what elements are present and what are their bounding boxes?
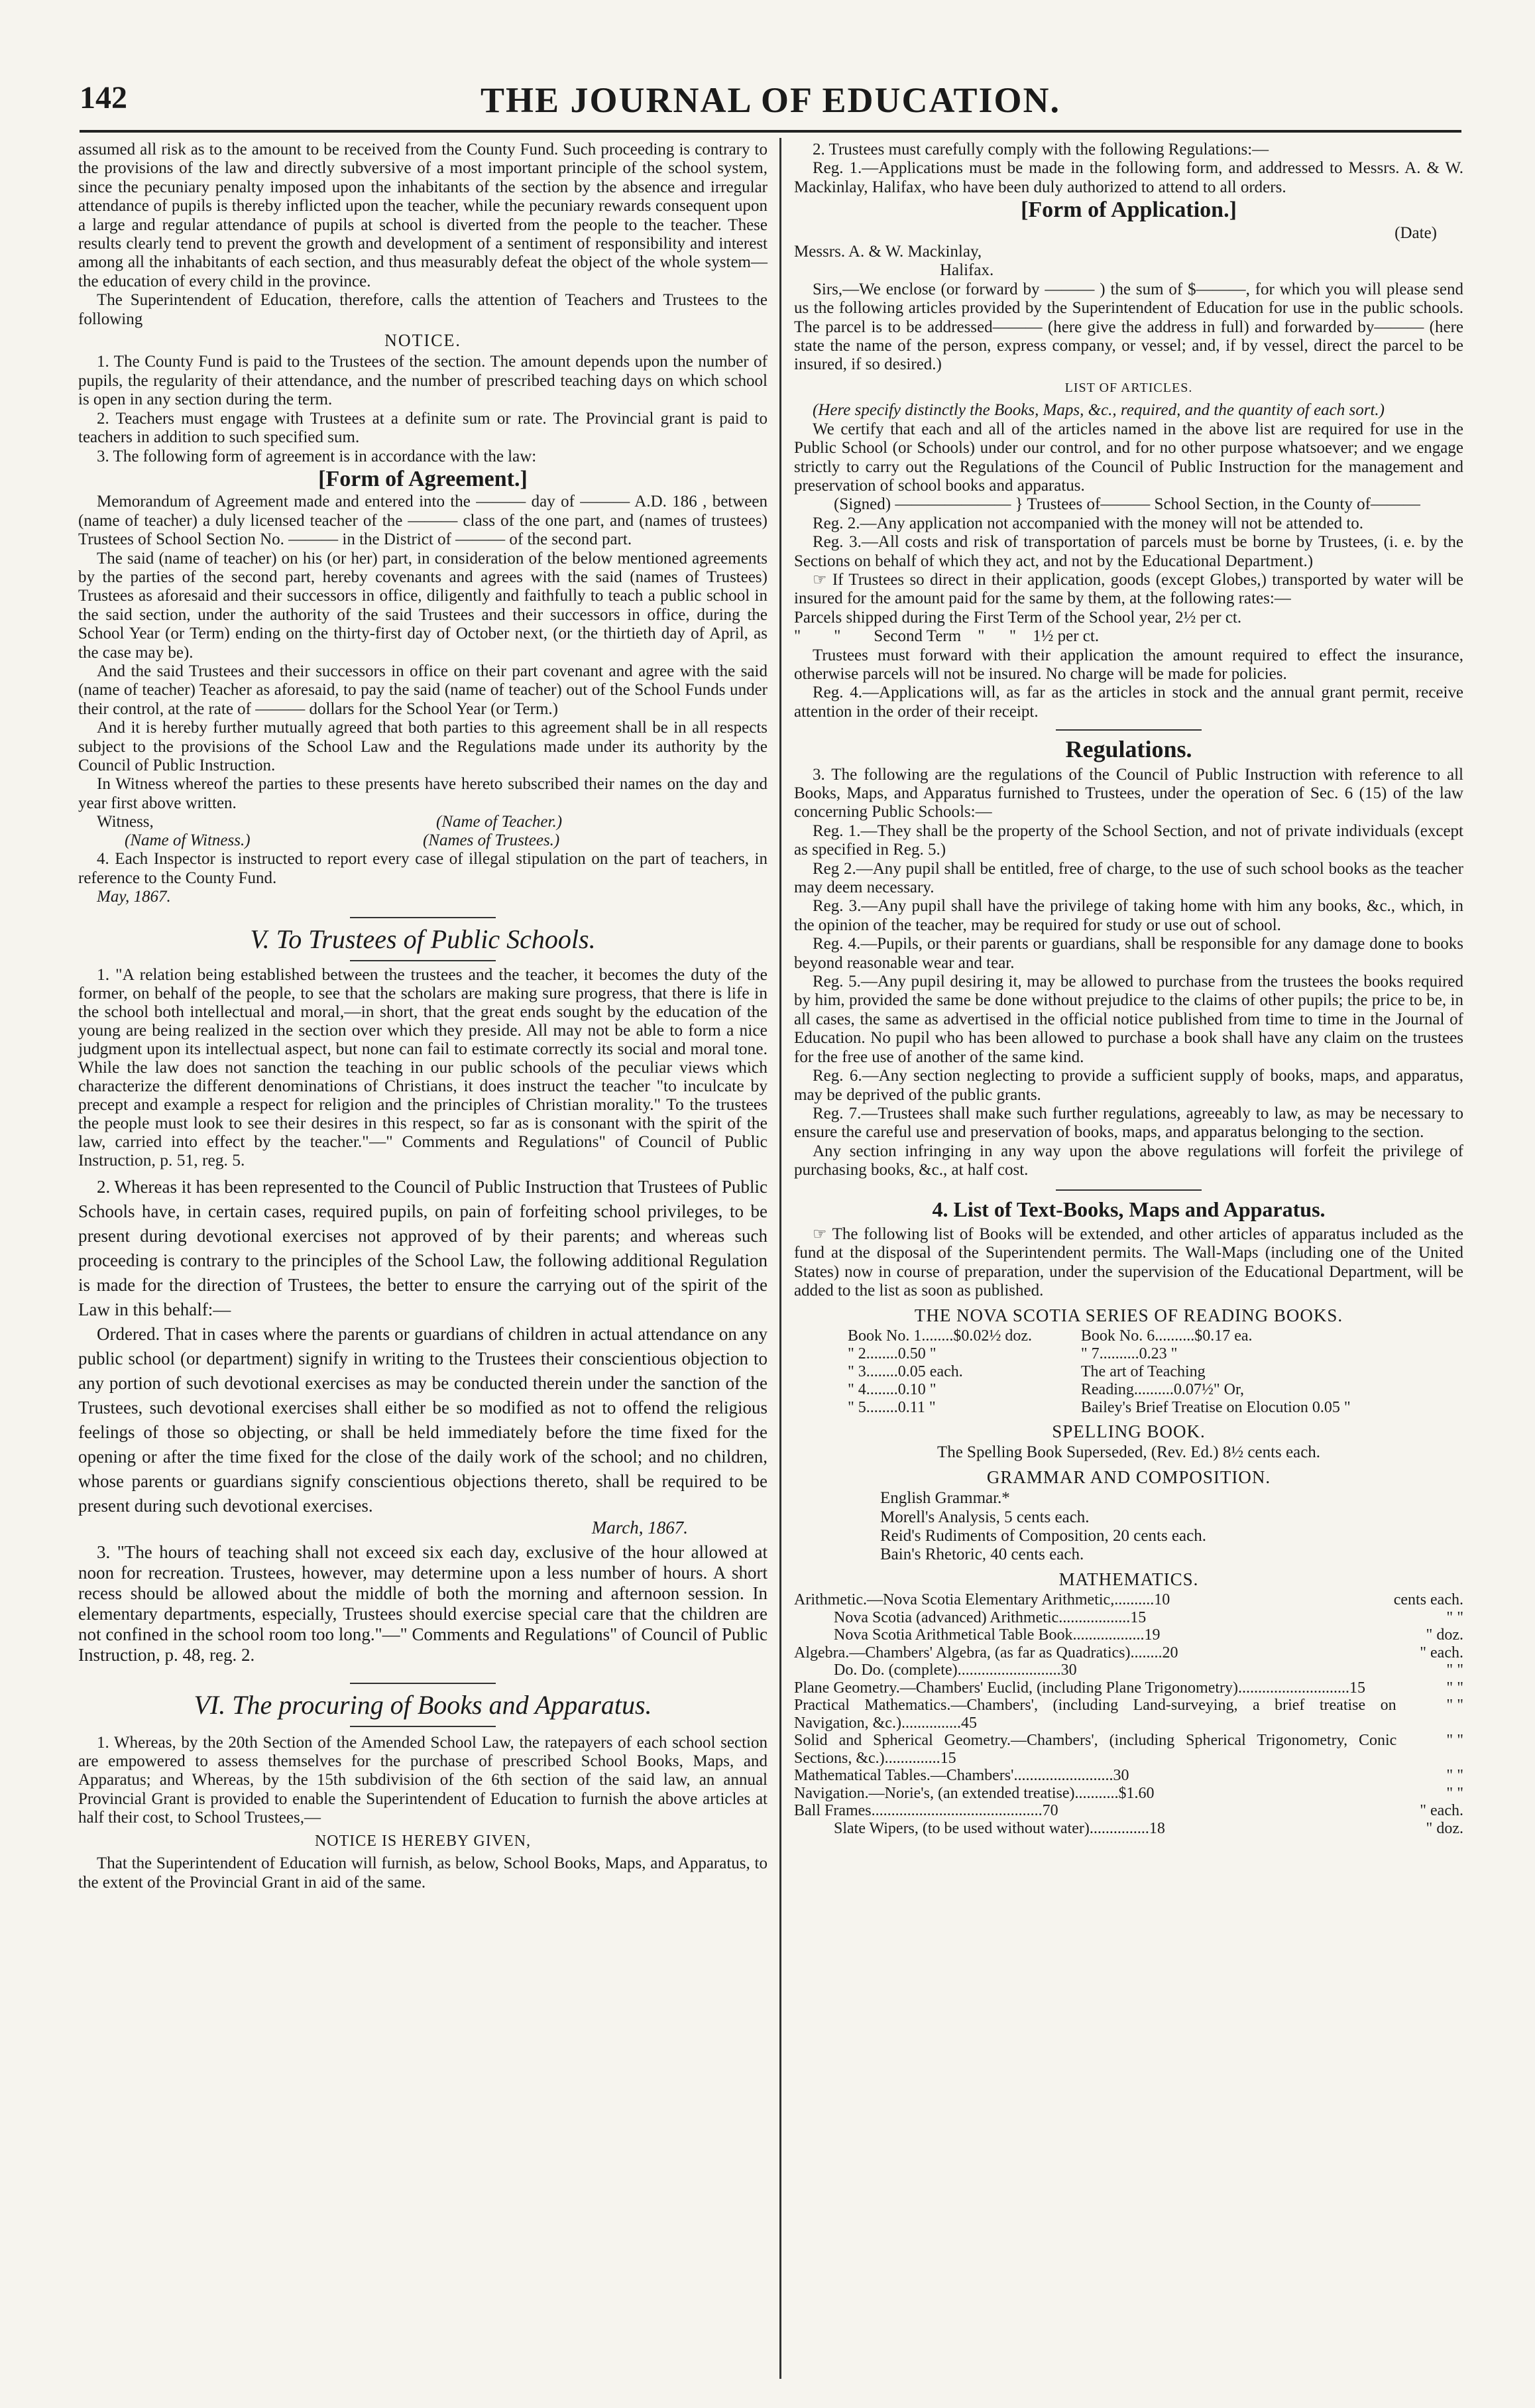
halifax-line: Halifax. (940, 261, 994, 280)
section-vi-item-1: 1. Whereas, by the 20th Section of the Amended School Law, the ratepayers of each school section are empowered to assess themselves for the purchase of prescribed School Books, Maps, and Apparatus; and Whereas, by the 15th subdivision of the 6th section of the said law, an annual Provincial Grant is provided to enable the Superintendent of Education to furnish the above articles at half their cost, to School Trustees,— (78, 1733, 767, 1827)
table-row (844, 1327, 1414, 1345)
math-unit: " " (1446, 1679, 1463, 1697)
list-heading: 4. List of Text-Books, Maps and Apparatus. (932, 1197, 1326, 1221)
page-header (80, 80, 1461, 126)
notice-item-1: 1. The County Fund is paid to the Trustees of the section. The amount depends upon the number of pupils, the regularity of their attendance, and the number of prescribed teaching days on which school is open in any section during the term. (78, 353, 767, 409)
reg-1: Reg. 1.—Applications must be made in the following form, and addressed to Messrs. A. & W. Mackinlay, Halifax, who have been duly authorized to attend to all orders. (794, 159, 1463, 196)
section-v-item-2: 2. Whereas it has been represented to the Council of Public Instruction that Trustees of Public Schools have, in certain cases, required pupils, on pain of forfeiting school privileges, to be present during devotional exercises not approved of by their parents; and whereas such proceeding is contrary to the principles of the School Law, the following additional Regulation is made for the direction of Trustees, the better to ensure the carrying out of the spirit of the Law in this behalf:— (78, 1176, 767, 1319)
math-unit: " " (1446, 1732, 1463, 1750)
table-cell: " 2........0.50 " (848, 1345, 937, 1362)
math-item: Mathematical Tables.—Chambers'.........................30 (794, 1767, 1129, 1785)
form-application-heading: [Form of Application.] (1021, 198, 1237, 223)
column-divider (779, 138, 781, 2379)
list-item (794, 1661, 1463, 1679)
table-cell: Book No. 6..........$0.17 ea. (1080, 1327, 1253, 1345)
grammar-line: Reid's Rudiments of Composition, 20 cents each. (880, 1527, 1206, 1545)
list-intro-text: The following list of Books will be extended, and other articles of apparatus included as the fund at the disposal of the Superintendent permits. The Wall-Maps (including one of the United States) now in course of preparation, under the supervision of the Educational Department, will be added to the list as soon as published. (794, 1225, 1463, 1300)
regulation-4: Reg. 4.—Pupils, or their parents or guardians, shall be responsible for any damage done to books beyond reasonable wear and tear. (794, 935, 1463, 972)
list-intro (794, 1225, 1463, 1301)
list-item (794, 1626, 1463, 1644)
table-row (844, 1363, 1414, 1381)
math-unit: " " (1446, 1697, 1463, 1715)
math-item: Slate Wipers, (to be used without water)...............18 (834, 1819, 1165, 1837)
left-column (78, 141, 767, 1892)
section-rule (350, 917, 496, 918)
math-item: Plane Geometry.—Chambers' Euclid, (including Plane Trigonometry)............................15 (794, 1679, 1365, 1697)
reg-3: Reg. 3.—All costs and risk of transportation of parcels must be borne by Trustees, (i. e. by the Sections on behalf of which they act, and not by the Educational Department.) (794, 533, 1463, 570)
math-unit: " each. (1420, 1644, 1463, 1661)
regulation-2: Reg 2.—Any pupil shall be entitled, free of charge, to the use of such school books as the teacher may deem necessary. (794, 859, 1463, 897)
shipping-rate-1: Parcels shipped during the First Term of the School year, 2½ per ct. (794, 608, 1242, 627)
mathematics-list (794, 1591, 1463, 1837)
math-item: Nova Scotia Arithmetical Table Book..................19 (834, 1626, 1161, 1644)
section-rule (1056, 1189, 1202, 1191)
name-of-teacher: (Name of Teacher.) (436, 813, 563, 831)
grammar-heading: GRAMMAR AND COMPOSITION. (986, 1467, 1271, 1487)
agreement-paragraph: Memorandum of Agreement made and entered into the ——— day of ——— A.D. 186 , between (name of teacher) a duly licensed teacher of the ——— class of the one part, and (names of trustees) Trustees of School Section No. ——— in the District of ——— of the second part. (78, 493, 767, 549)
table-cell: Reading..........0.07½" Or, (1080, 1380, 1245, 1398)
list-item (794, 1820, 1463, 1838)
date-label: (Date) (1394, 223, 1437, 242)
list-item (794, 1609, 1463, 1627)
table-cell: The art of Teaching (1080, 1362, 1206, 1380)
messrs-line: Messrs. A. & W. Mackinlay, (794, 243, 982, 261)
regulation-5: Reg. 5.—Any pupil desiring it, may be allowed to purchase from the trustees the books required by him, provided the same be done without prejudice to the claims of other pupils; the price to be, in all cases, the same as advertised in the official notice published from time to time in the Journal of Education. No pupil who has been allowed to purchase a book shall have any claim on the trustees for the free use of another of the same kind. (794, 973, 1463, 1066)
list-item (794, 1697, 1463, 1732)
section-rule (350, 1683, 496, 1684)
table-cell: Book No. 1........$0.02½ doz. (848, 1327, 1032, 1345)
table-cell: " 4........0.10 " (848, 1380, 937, 1398)
table-cell: " 3........0.05 each. (848, 1362, 963, 1380)
witness-names-line (78, 831, 767, 850)
witness-label: Witness, (97, 813, 154, 831)
list-item (794, 1732, 1463, 1767)
list-item (794, 1785, 1463, 1803)
agreement-paragraph: And it is hereby further mutually agreed that both parties to this agreement shall be in all respects subject to the provisions of the School Law and the Regulations made under its authority by the Council of Public Instruction. (78, 719, 767, 774)
form-agreement-heading: [Form of Agreement.] (318, 466, 528, 491)
journal-title: THE JOURNAL OF EDUCATION. (480, 80, 1061, 120)
pointing-hand-icon: ☞ (813, 571, 827, 589)
math-item: Nova Scotia (advanced) Arithmetic..................15 (834, 1608, 1147, 1626)
regulations-heading: Regulations. (1065, 736, 1192, 763)
trustees-forward: Trustees must forward with their application the amount required to effect the insurance, otherwise parcels will not be insured. No charge will be made for policies. (794, 646, 1463, 683)
notice-item-2: 2. Teachers must engage with Trustees at a definite sum or rate. The Provincial grant is paid to teachers in addition to such specified sum. (78, 409, 767, 447)
math-unit: " " (1446, 1608, 1463, 1626)
names-of-trustees: (Names of Trustees.) (423, 831, 560, 850)
notice-given-heading: NOTICE IS HEREBY GIVEN, (314, 1832, 532, 1850)
grammar-line: Morell's Analysis, 5 cents each. (880, 1508, 1090, 1526)
notice-item-3: 3. The following form of agreement is in accordance with the law: (97, 447, 537, 465)
insurance-text: If Trustees so direct in their application, goods (except Globes,) transported by water will be insured for the amount paid for the same by them, at the following rates:— (794, 570, 1464, 608)
reg-4: Reg. 4.—Applications will, as far as the articles in stock and the annual grant permit, receive attention in the order of their receipt. (794, 684, 1463, 721)
math-unit: " " (1446, 1784, 1463, 1802)
calls-paragraph: The Superintendent of Education, therefore, calls the attention of Teachers and Trustees to the following (78, 291, 767, 328)
table-cell: Bailey's Brief Treatise on Elocution 0.05 " (1080, 1398, 1351, 1416)
name-of-witness: (Name of Witness.) (125, 831, 251, 850)
list-item (794, 1644, 1463, 1662)
date-may: May, 1867. (97, 888, 171, 906)
notice-heading: NOTICE. (384, 331, 461, 351)
witness-line (78, 813, 767, 831)
agreement-paragraph: In Witness whereof the parties to these presents have hereto subscribed their names on the day and year first above written. (78, 775, 767, 812)
ordered-paragraph: Ordered. That in cases where the parents or guardians of children in actual attendance on any public school (or department) signify in writing to the Trustees their conscientious objection to any portion of such devotional exercises as may be conducted therein under the sanction of the Trustees, such devotional exercises shall either be so modified as not to offend the religious feelings of those so objecting, or shall be held immediately before the time fixed for the opening or after the time fixed for the close of the daily work of the school; and no children, whose parents or guardians signify conscientious objections thereto, shall be required to be present during such devotional exercises. (78, 1323, 767, 1516)
section-v-item-1: 1. "A relation being established between the trustees and the teacher, it becomes the duty of the former, on behalf of the people, to see that the scholars are making sure progress, that there is life in the school both intellectual and moral,—in short, that the great ends sought by the education of the young are being realized in the section over which they preside. All may not be able to form a nice judgment upon its intellectual aspect, but none can fail to estimate correctly its social and moral tone. While the law does not sanction the teaching in our public schools of the peculiar views which characterize the different denominations of Christians, it does instruct the teacher "to inculcate by precept and example a respect for religion and the principles of Christian morality." To the trustees the people must look to see their desires in this respect, so far as is consonant with the spirit of the law, carried into effect by the teacher."—" Comments and Regulations" of Council of Public Instruction, p. 51, reg. 5. (78, 964, 767, 1170)
date-march: March, 1867. (591, 1517, 688, 1537)
any-section-paragraph: Any section infringing in any way upon the above regulations will forfeit the privilege of purchasing books, &c., at half cost. (794, 1142, 1463, 1179)
spelling-heading: SPELLING BOOK. (1052, 1421, 1206, 1441)
grammar-line: Bain's Rhetoric, 40 cents each. (880, 1545, 1084, 1564)
shipping-rate-2: " " Second Term " " 1½ per ct. (794, 627, 1100, 646)
math-item: Arithmetic.—Nova Scotia Elementary Arithmetic,..........10 (794, 1591, 1170, 1609)
table-row (844, 1399, 1414, 1417)
notice-item-4: 4. Each Inspector is instructed to report every case of illegal stipulation on the part of teachers, in reference to the County Fund. (78, 850, 767, 887)
section-vi-heading: VI. The procuring of Books and Apparatus. (194, 1690, 652, 1720)
list-item (794, 1802, 1463, 1820)
page-number: 142 (80, 80, 127, 115)
list-item (794, 1767, 1463, 1785)
math-item: Navigation.—Norie's, (an extended treatise)...........$1.60 (794, 1784, 1155, 1802)
right-column (794, 141, 1463, 1837)
section-rule (1056, 729, 1202, 731)
math-unit: " doz. (1426, 1626, 1463, 1644)
header-rule (80, 130, 1461, 133)
regulation-7: Reg. 7.—Trustees shall make such further regulations, agreeably to law, as may be necessary to ensure the careful use and preservation of books, maps, and apparatus belonging to the section. (794, 1104, 1463, 1142)
section-rule (350, 960, 496, 961)
math-item: Algebra.—Chambers' Algebra, (as far as Quadratics)........20 (794, 1644, 1178, 1661)
list-item (794, 1591, 1463, 1609)
reading-books-table (844, 1327, 1414, 1417)
math-item: Practical Mathematics.—Chambers', (including Land-surveying, a brief treatise on Navigation, &c.)...............45 (794, 1697, 1396, 1732)
math-unit: " " (1446, 1767, 1463, 1785)
list-of-articles-heading: LIST OF ARTICLES. (1064, 380, 1193, 395)
we-certify: We certify that each and all of the articles named in the above list are required for use in the Public School (or Schools) under our control, and for no other purpose whatsoever; and we engage strictly to carry out the Regulations of the Council of Public Instruction for the management and preservation of school books and apparatus. (794, 420, 1463, 495)
table-cell: " 7..........0.23 " (1080, 1345, 1178, 1362)
grammar-line: English Grammar.* (880, 1489, 1010, 1508)
agreement-paragraph: And the said Trustees and their successors in office on their part covenant and agree with the said (name of teacher) Teacher as aforesaid, to pay the said (name of teacher) out of the School Funds under their control, at the rate of ——— dollars for the School Year (or Term.) (78, 662, 767, 718)
table-row (844, 1381, 1414, 1399)
regulation-6: Reg. 6.—Any section neglecting to provide a sufficient supply of books, maps, and apparatus, may be deprived of the public grants. (794, 1067, 1463, 1104)
pointing-hand-icon: ☞ (813, 1225, 827, 1243)
math-unit: cents each. (1393, 1591, 1463, 1609)
insurance-paragraph (794, 571, 1463, 609)
math-unit: " doz. (1426, 1819, 1463, 1837)
table-cell: " 5........0.11 " (848, 1398, 936, 1416)
signature-block: (Signed) ——————— } Trustees of——— School Section, in the County of——— (834, 495, 1420, 514)
math-unit: " " (1446, 1661, 1463, 1679)
section-vi-final: That the Superintendent of Education will furnish, as below, School Books, Maps, and Apparatus, to the extent of the Provincial Grant in aid of the same. (78, 1854, 767, 1892)
math-unit: " each. (1420, 1802, 1463, 1820)
table-row (844, 1345, 1414, 1363)
regulation-1: Reg. 1.—They shall be the property of the School Section, and not of private individuals (except as specified in Reg. 5.) (794, 821, 1463, 859)
math-item: Ball Frames...........................................70 (794, 1802, 1058, 1820)
agreement-paragraph: The said (name of teacher) on his (or her) part, in consideration of the below mentioned agreements by the parties of the second part, hereby covenants and agrees with the said (names of Trustees) Trustees as aforesaid and their successors in office, diligently and faithfully to teach a public school in the said section, under the authority of the said Trustees and their successors in office, during the School Year (or Term) ending on the thirty-first day of October next, (or the thirtieth day of April, as the case may be). (78, 549, 767, 662)
intro-paragraph: assumed all risk as to the amount to be received from the County Fund. Such proceeding is contrary to the provisions of the law and directly subversive of a most important principle of the school system, since the pecuniary penalty imposed upon the inhabitants of the section by the absence and irregular attendance of pupils is thereby inflicted upon the teacher, while the pecuniary rewards consequent upon a large and regular attendance of pupils at school is diverted from the people to the teacher. These results clearly tend to prevent the growth and development of a sentiment of responsibility and interest among all the inhabitants of each section, and thus measurably defeat the object of the whole system—the education of every child in the province. (78, 141, 767, 290)
math-item: Solid and Spherical Geometry.—Chambers', (including Spherical Trigonometry, Conic Sections, &c.)..............15 (794, 1732, 1397, 1767)
math-item: Do. Do. (complete)..........................30 (834, 1661, 1077, 1679)
here-specify: (Here specify distinctly the Books, Maps, &c., required, and the quantity of each sort.) (813, 401, 1385, 420)
spelling-line: The Spelling Book Superseded, (Rev. Ed.) 8½ cents each. (937, 1443, 1321, 1462)
section-v-heading: V. To Trustees of Public Schools. (250, 924, 596, 955)
mathematics-heading: MATHEMATICS. (1058, 1569, 1199, 1589)
section-rule (350, 1726, 496, 1727)
reading-books-heading: THE NOVA SCOTIA SERIES OF READING BOOKS. (914, 1305, 1343, 1325)
list-item (794, 1679, 1463, 1697)
trustees-comply: 2. Trustees must carefully comply with the following Regulations:— (813, 141, 1269, 158)
regulations-intro: 3. The following are the regulations of the Council of Public Instruction with reference to all Books, Maps, and Apparatus furnished to Trustees, under the operation of Sec. 6 (15) of the law concerning Public Schools:— (794, 765, 1463, 821)
regulation-3: Reg. 3.—Any pupil shall have the privilege of taking home with him any books, &c., which, in the opinion of the teacher, may be required for study or use out of school. (794, 897, 1463, 934)
reg-2: Reg. 2.—Any application not accompanied with the money will not be attended to. (813, 514, 1364, 532)
sirs-paragraph: Sirs,—We enclose (or forward by ——— ) the sum of $———, for which you will please send us the following articles provided by the Superintendent of Education for use in the public schools. The parcel is to be addressed——— (here give the address in full) and forwarded by——— (here state the name of the person, express company, or vessel; and, if by vessel, direct the parcel to be insured, if so desired.) (794, 280, 1463, 374)
section-v-item-3: 3. "The hours of teaching shall not exceed six each day, exclusive of the hour allowed at noon for recreation. Trustees, however, may determine upon a less number of hours. A short recess should be allowed about the middle of both the morning and afternoon session. In elementary departments, especially, Trustees should exercise special care that the children are not confined in the school room too long."—" Comments and Regulations" of Council of Public Instruction, p. 48, reg. 2. (78, 1542, 767, 1665)
